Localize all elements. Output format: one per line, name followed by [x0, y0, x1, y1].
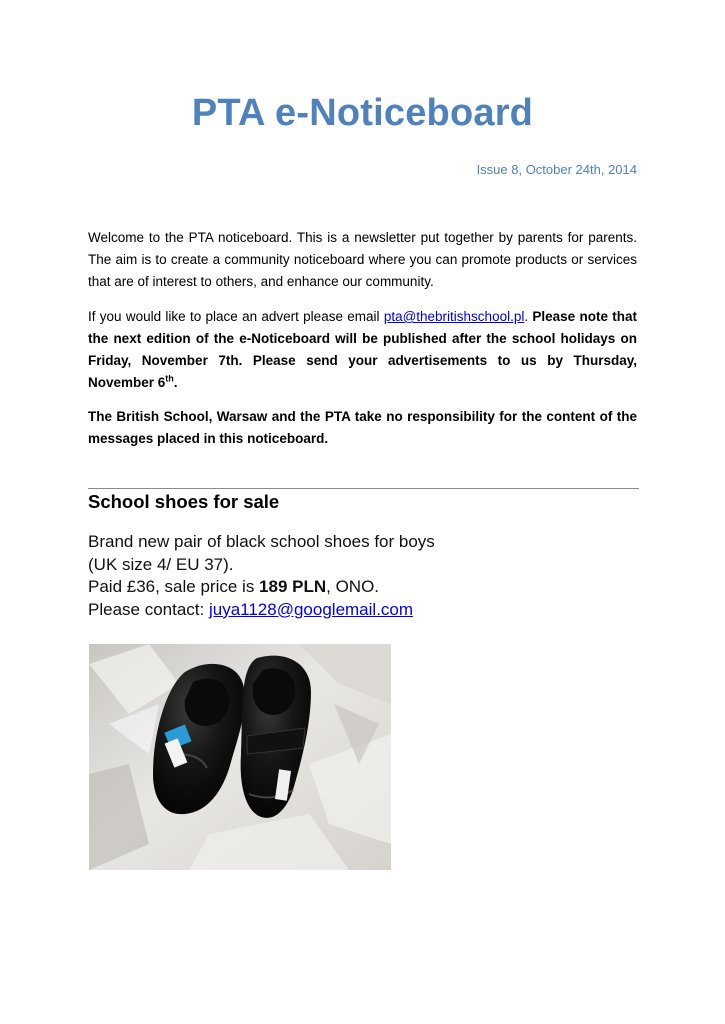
disclaimer-text: The British School, Warsaw and the PTA take no responsibility for the content of the messages placed in this noticeboard.	[88, 409, 637, 446]
ordinal-suffix: th	[165, 373, 174, 384]
intro-paragraph	[88, 227, 637, 293]
advert-line-price	[88, 576, 435, 599]
advert-line-contact	[88, 599, 435, 622]
pta-email-link[interactable]: pta@thebritishschool.pl	[383, 309, 525, 324]
contact-lead: Please contact:	[88, 599, 209, 619]
deadline-end: .	[173, 375, 178, 390]
deadline-text: Please note that the next edition of the e-Noticeboard will be published after the school holidays on Friday, November 7th. Please send your advertisements to us by Thursday, November 6	[88, 309, 637, 390]
advert-line-description: Brand new pair of black school shoes for boys	[88, 532, 435, 551]
advert-info-paragraph	[88, 306, 637, 394]
price-lead: Paid £36, sale price is	[88, 577, 260, 596]
page-title: PTA e-Noticeboard	[191, 92, 534, 134]
shoes-photo-illustration	[89, 644, 391, 870]
price-end: , ONO.	[326, 577, 380, 596]
issue-date: Issue 8, October 24th, 2014	[476, 162, 637, 177]
advert-line-size: (UK size 4/ EU 37).	[88, 554, 234, 574]
disclaimer-paragraph	[88, 406, 637, 450]
intro-text: Welcome to the PTA noticeboard. This is a newsletter put together by parents for parents. The aim is to create a community noticeboard where you can promote products or services that are of interest to others, and enhance our community.	[88, 230, 637, 289]
advert-body	[88, 531, 435, 621]
advert-info-period: .	[524, 309, 533, 324]
advert-heading: School shoes for sale	[88, 491, 280, 512]
contact-email-link[interactable]: juya1128@googlemail.com	[208, 599, 414, 619]
section-divider	[88, 488, 639, 489]
advert-info-lead: If you would like to place an advert please email	[88, 309, 384, 324]
school-shoes-photo	[89, 644, 391, 870]
sale-price: 189 PLN	[259, 577, 327, 596]
